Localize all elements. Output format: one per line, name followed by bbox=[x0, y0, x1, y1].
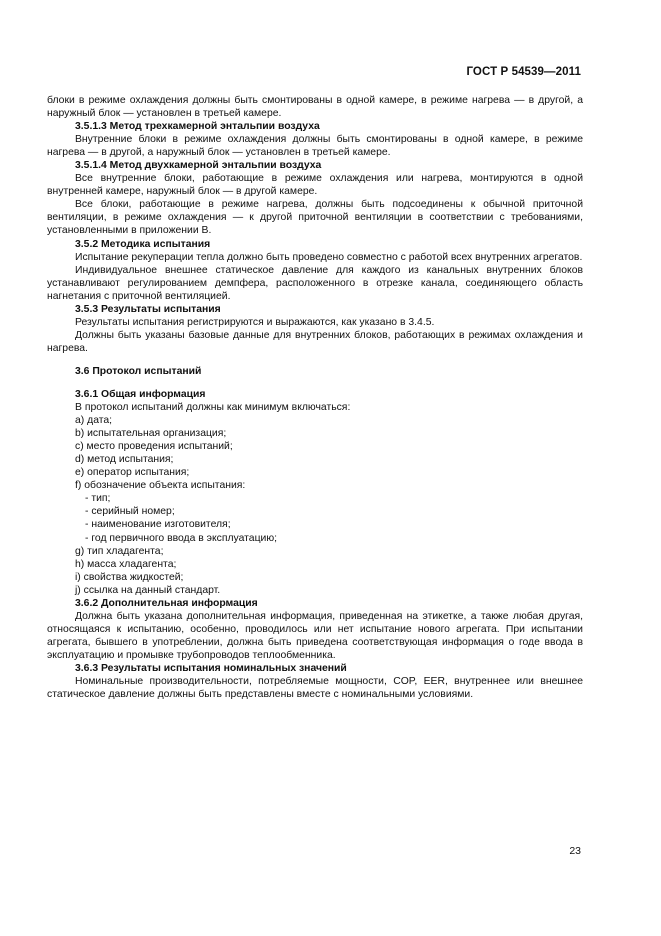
sub-list-item: - год первичного ввода в эксплуатацию; bbox=[85, 532, 278, 544]
paragraph: блоки в режиме охлаждения должны быть смонтированы в одной камере, в режиме нагрева — в другой, а наружный блок — установлен в третьей камере. bbox=[47, 95, 583, 120]
paragraph: Внутренние блоки в режиме охлаждения должны быть смонтированы в одной камере, в режиме нагрева — в другой, а наружный блок — установлен в третьей камере. bbox=[47, 134, 583, 159]
paragraph: Должны быть указаны базовые данные для внутренних блоков, работающих в режимах охлаждения и нагрева. bbox=[47, 329, 583, 354]
page-number: 23 bbox=[569, 845, 581, 857]
section-heading: 3.5.1.3 Метод трехкамерной энтальпии воздуха bbox=[75, 121, 320, 133]
list-item: e) оператор испытания; bbox=[75, 467, 190, 479]
list-item: h) масса хладагента; bbox=[75, 558, 177, 570]
section-heading: 3.6.1 Общая информация bbox=[75, 388, 206, 400]
list-item: c) место проведения испытаний; bbox=[75, 441, 233, 453]
paragraph: Результаты испытания регистрируются и выражаются, как указано в 3.4.5. bbox=[75, 316, 435, 328]
spacer bbox=[47, 378, 583, 388]
section-heading: 3.5.1.4 Метод двухкамерной энтальпии воздуха bbox=[75, 160, 322, 172]
list-item: j) ссылка на данный стандарт. bbox=[75, 584, 221, 596]
section-heading: 3.5.2 Методика испытания bbox=[75, 238, 211, 250]
paragraph: Все внутренние блоки, работающие в режиме охлаждения или нагрева, монтируются в одной внутренней камере, наружный блок — в другой камере. bbox=[47, 173, 583, 198]
paragraph: Должна быть указана дополнительная информация, приведенная на этикетке, а также любая другая, относящаяся к испытанию, особенно, проводилось или нет испытание нового агрегата. При испытании агрегата, бывшего в употреблении, должна быть приведена соответствующая информация о годе ввода в эксплуатацию и промывке трубопроводов теплообменника. bbox=[47, 610, 583, 661]
list-item: g) тип хладагента; bbox=[75, 545, 164, 557]
document-header: ГОСТ Р 54539—2011 bbox=[466, 66, 581, 78]
spacer bbox=[47, 355, 583, 365]
list-item: i) свойства жидкостей; bbox=[75, 571, 184, 583]
section-heading: 3.5.3 Результаты испытания bbox=[75, 303, 221, 315]
list-item: b) испытательная организация; bbox=[75, 428, 227, 440]
paragraph: Номинальные производительности, потребляемые мощности, COP, EER, внутреннее или внешнее статическое давление должны быть представлены вместе с номинальными условиями. bbox=[47, 676, 583, 701]
list-item: f) обозначение объекта испытания: bbox=[75, 480, 246, 492]
sub-list-item: - серийный номер; bbox=[85, 506, 175, 518]
list-item: d) метод испытания; bbox=[75, 454, 174, 466]
paragraph: Индивидуальное внешнее статическое давление для каждого из канальных внутренних блоков устанавливают регулированием демпфера, расположенного в отрезке канала, соединяющего область нагнетания с приточной вентиляцией. bbox=[47, 264, 583, 302]
document-body bbox=[47, 94, 583, 701]
list-item: a) дата; bbox=[75, 415, 113, 427]
section-heading: 3.6.2 Дополнительная информация bbox=[75, 597, 258, 609]
sub-list-item: - наименование изготовителя; bbox=[85, 519, 231, 531]
paragraph: Все блоки, работающие в режиме нагрева, должны быть подсоединены к обычной приточной вентиляции, в режиме охлаждения — к другой приточной вентиляции в соответствии с требованиями, установленными в приложении В. bbox=[47, 199, 583, 237]
sub-list-item: - тип; bbox=[85, 493, 111, 505]
paragraph: В протокол испытаний должны как минимум включаться: bbox=[75, 402, 351, 414]
section-heading: 3.6.3 Результаты испытания номинальных значений bbox=[75, 662, 347, 674]
paragraph: Испытание рекуперации тепла должно быть проведено совместно с работой всех внутренних агрегатов. bbox=[75, 251, 583, 263]
section-heading: 3.6 Протокол испытаний bbox=[75, 365, 202, 377]
